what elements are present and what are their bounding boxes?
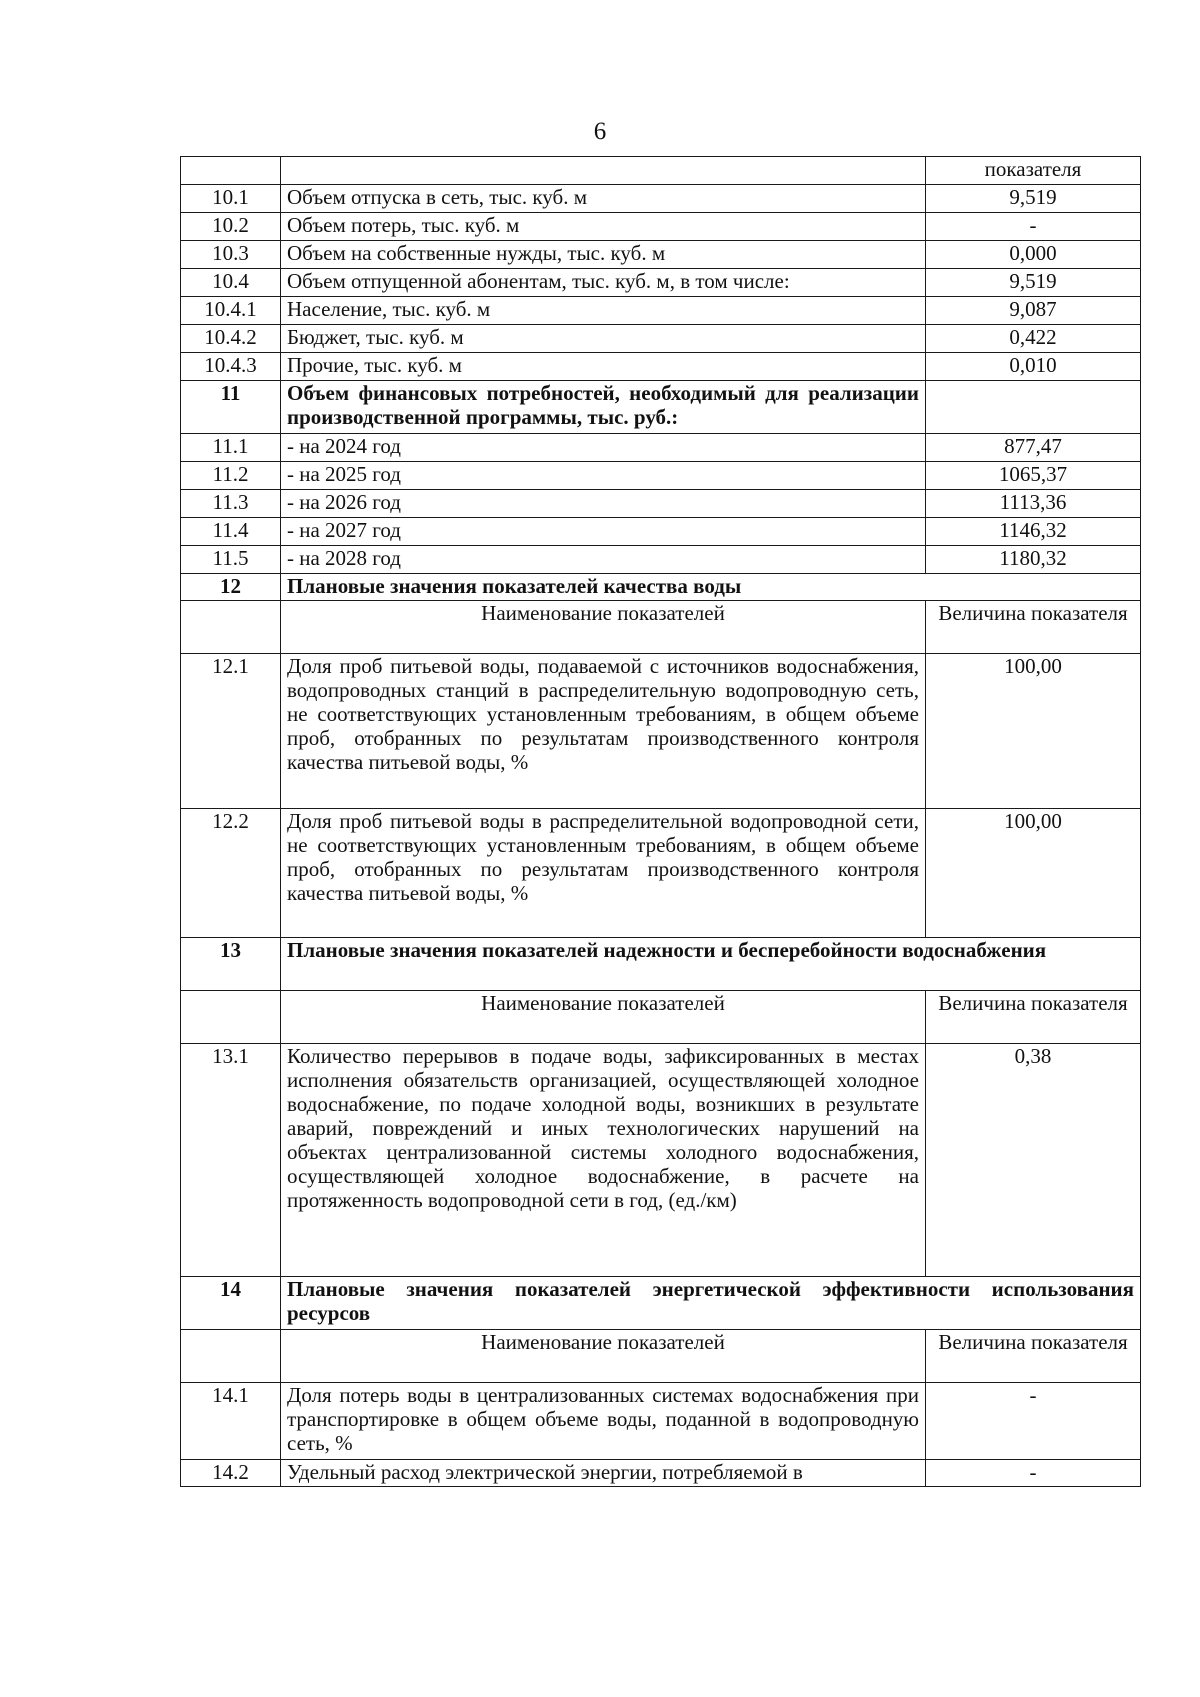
table-row [181, 269, 1141, 297]
row-value: - [926, 1383, 1141, 1460]
table-row [181, 213, 1141, 241]
column-header-value: Величина показателя [926, 601, 1141, 654]
section-number: 13 [181, 938, 281, 991]
section-title: Плановые значения показателей надежности и бесперебойности водоснабжения [281, 938, 1141, 991]
row-value: 1180,32 [926, 546, 1141, 574]
section-11-header-row [181, 381, 1141, 434]
row-name: Объем потерь, тыс. куб. м [281, 213, 926, 241]
table-row [181, 462, 1141, 490]
section-number: 11 [181, 381, 281, 434]
row-value: 9,519 [926, 269, 1141, 297]
table-row [181, 434, 1141, 462]
row-number: 11.1 [181, 434, 281, 462]
column-header-name: Наименование показателей [281, 991, 926, 1044]
table-row [181, 490, 1141, 518]
row-name: Доля проб питьевой воды, подаваемой с источников водоснабжения, водопроводных станций в распределительную водопроводную сеть, не соответствующих установленным требованиям, в общем объеме проб, отобранных по результатам производственного контроля качества питьевой воды, % [281, 654, 926, 809]
row-value: 0,422 [926, 325, 1141, 353]
row-number: 10.1 [181, 185, 281, 213]
row-number: 11.5 [181, 546, 281, 574]
row-name: - на 2025 год [281, 462, 926, 490]
section-title: Плановые значения показателей энергетической эффективности использования ресурсов [281, 1277, 1141, 1330]
section-12-header-row [181, 574, 1141, 601]
row-value: 1065,37 [926, 462, 1141, 490]
row-name: Объем на собственные нужды, тыс. куб. м [281, 241, 926, 269]
row-name: Количество перерывов в подаче воды, зафиксированных в местах исполнения обязательств организацией, осуществляющей холодное водоснабжение, по подаче холодной воды, возникших в результате аварий, повреждений и иных технологических нарушений на объектах централизованной системы холодного водоснабжения, осуществляющей холодное водоснабжение, в расчете на протяженность водопроводной сети в год, (ед./км) [281, 1044, 926, 1277]
empty-cell [181, 1330, 281, 1383]
row-name: Объем отпуска в сеть, тыс. куб. м [281, 185, 926, 213]
row-value: 1113,36 [926, 490, 1141, 518]
row-value: 0,000 [926, 241, 1141, 269]
row-value: 100,00 [926, 809, 1141, 938]
header-continuation-row [181, 157, 1141, 185]
row-number: 11.4 [181, 518, 281, 546]
column-header-value: Величина показателя [926, 1330, 1141, 1383]
table-row [181, 546, 1141, 574]
table-row [181, 297, 1141, 325]
table-row [181, 518, 1141, 546]
row-value: 9,087 [926, 297, 1141, 325]
table-row [181, 654, 1141, 809]
column-header-row [181, 1330, 1141, 1383]
row-number: 10.4.2 [181, 325, 281, 353]
empty-cell [181, 601, 281, 654]
row-value: 0,38 [926, 1044, 1141, 1277]
row-name: Население, тыс. куб. м [281, 297, 926, 325]
table-row [181, 353, 1141, 381]
table-row [181, 1044, 1141, 1277]
row-name: - на 2027 год [281, 518, 926, 546]
row-number: 11.3 [181, 490, 281, 518]
row-value: 100,00 [926, 654, 1141, 809]
section-title: Объем финансовых потребностей, необходимый для реализации производственной программы, тыс. руб.: [281, 381, 926, 434]
num-cell [181, 157, 281, 185]
table-row [181, 1460, 1141, 1487]
row-number: 14.2 [181, 1460, 281, 1487]
empty-cell [181, 991, 281, 1044]
row-number: 10.4 [181, 269, 281, 297]
column-header-row [181, 991, 1141, 1044]
column-header-name: Наименование показателей [281, 601, 926, 654]
value-header-cell: показателя [926, 157, 1141, 185]
row-name: - на 2024 год [281, 434, 926, 462]
row-number: 12.1 [181, 654, 281, 809]
section-number: 12 [181, 574, 281, 601]
row-number: 14.1 [181, 1383, 281, 1460]
row-value: 877,47 [926, 434, 1141, 462]
table-row [181, 241, 1141, 269]
row-value: 0,010 [926, 353, 1141, 381]
empty-cell [926, 381, 1141, 434]
table-row [181, 1383, 1141, 1460]
row-number: 10.4.3 [181, 353, 281, 381]
row-number: 12.2 [181, 809, 281, 938]
row-number: 11.2 [181, 462, 281, 490]
section-number: 14 [181, 1277, 281, 1330]
row-name: Бюджет, тыс. куб. м [281, 325, 926, 353]
row-number: 10.4.1 [181, 297, 281, 325]
table-row [181, 185, 1141, 213]
row-name: Объем отпущенной абонентам, тыс. куб. м, в том числе: [281, 269, 926, 297]
column-header-value: Величина показателя [926, 991, 1141, 1044]
row-name: Доля проб питьевой воды в распределительной водопроводной сети, не соответствующих установленным требованиям, в общем объеме проб, отобранных по результатам производственного контроля качества питьевой воды, % [281, 809, 926, 938]
row-value: 9,519 [926, 185, 1141, 213]
row-name: Удельный расход электрической энергии, потребляемой в [281, 1460, 926, 1487]
section-13-header-row [181, 938, 1141, 991]
row-value: 1146,32 [926, 518, 1141, 546]
table-row [181, 809, 1141, 938]
row-name: - на 2028 год [281, 546, 926, 574]
indicators-table [180, 156, 1141, 1487]
section-title: Плановые значения показателей качества воды [281, 574, 1141, 601]
name-cell [281, 157, 926, 185]
row-name: - на 2026 год [281, 490, 926, 518]
column-header-row [181, 601, 1141, 654]
row-name: Доля потерь воды в централизованных системах водоснабжения при транспортировке в общем объеме воды, поданной в водопроводную сеть, % [281, 1383, 926, 1460]
row-number: 13.1 [181, 1044, 281, 1277]
row-name: Прочие, тыс. куб. м [281, 353, 926, 381]
page-number: 6 [593, 118, 607, 145]
row-number: 10.2 [181, 213, 281, 241]
row-number: 10.3 [181, 241, 281, 269]
column-header-name: Наименование показателей [281, 1330, 926, 1383]
row-value: - [926, 213, 1141, 241]
table-row [181, 325, 1141, 353]
row-value: - [926, 1460, 1141, 1487]
section-14-header-row [181, 1277, 1141, 1330]
